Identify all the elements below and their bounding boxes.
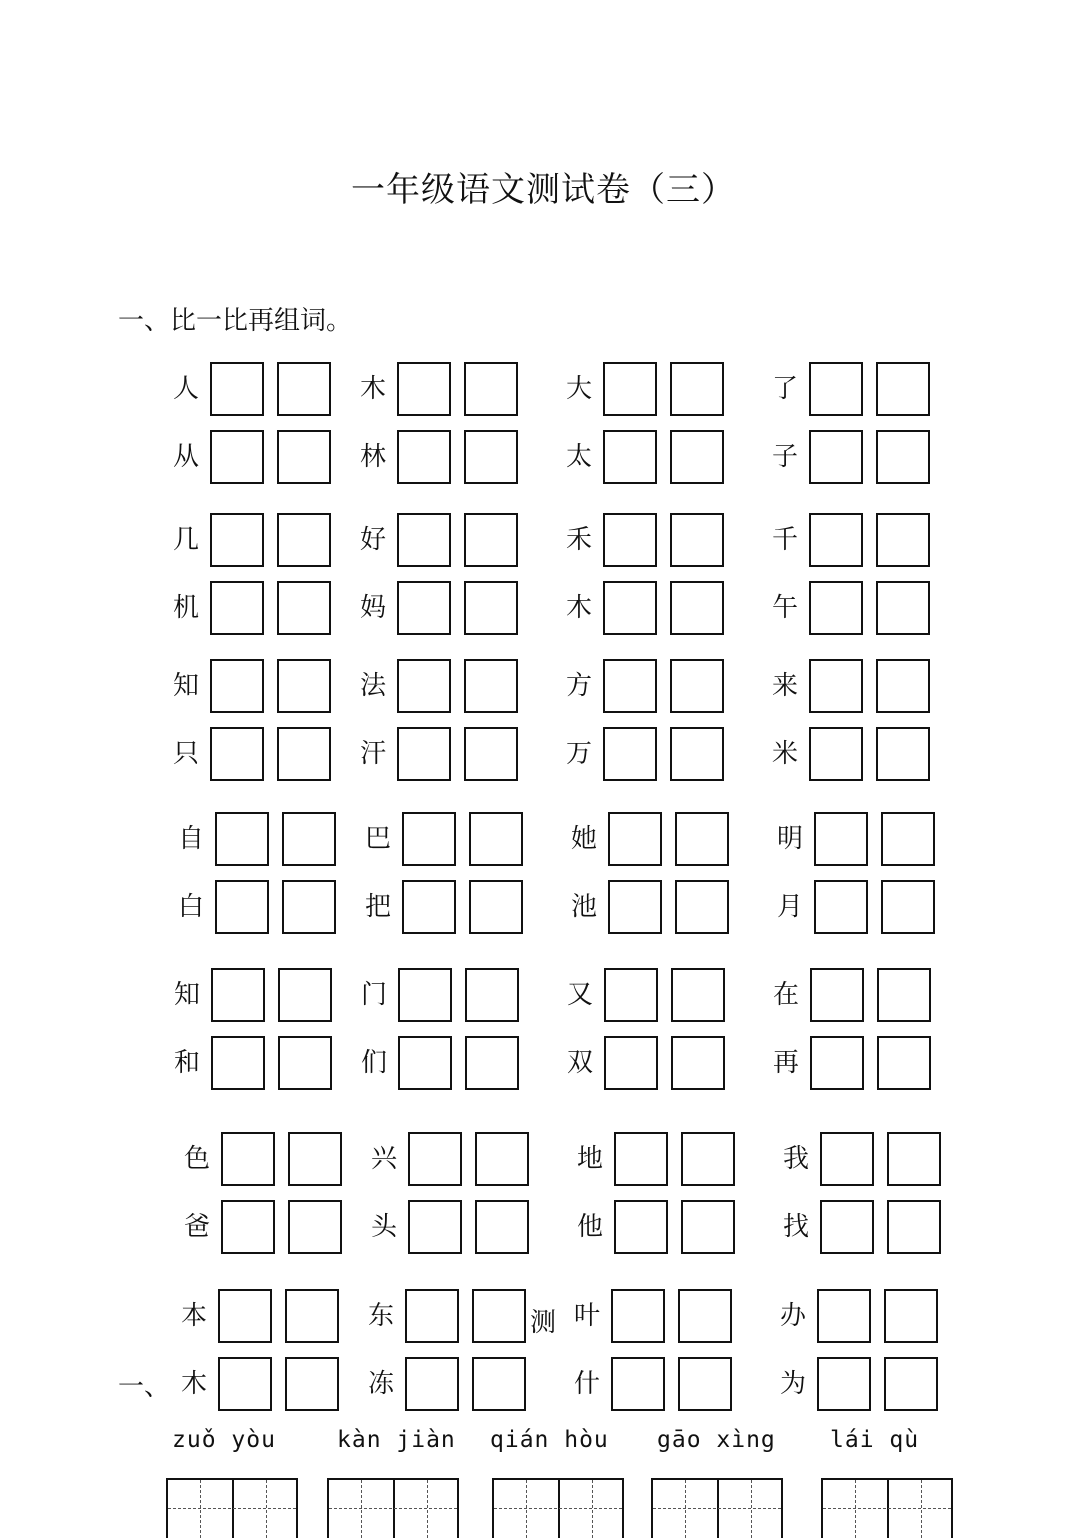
answer-box[interactable] — [210, 581, 264, 635]
answer-box[interactable] — [465, 968, 519, 1022]
answer-box[interactable] — [876, 430, 930, 484]
answer-box[interactable] — [603, 362, 657, 416]
compare-character: 东 — [367, 1301, 394, 1331]
compare-character: 木 — [180, 1369, 207, 1399]
pinyin-left-right: zuǒ yòu — [172, 1427, 276, 1453]
answer-box[interactable] — [464, 430, 518, 484]
answer-box[interactable] — [611, 1357, 665, 1411]
page-title: 一年级语文测试卷（三） — [351, 170, 736, 210]
answer-box[interactable] — [820, 1132, 874, 1186]
compare-character: 太 — [565, 442, 592, 472]
compare-character: 知 — [172, 671, 199, 701]
answer-box[interactable] — [604, 1036, 658, 1090]
answer-box[interactable] — [397, 513, 451, 567]
compare-character: 自 — [177, 824, 204, 854]
answer-box[interactable] — [218, 1357, 272, 1411]
answer-box[interactable] — [876, 581, 930, 635]
answer-box[interactable] — [817, 1357, 871, 1411]
answer-box[interactable] — [464, 659, 518, 713]
answer-box[interactable] — [282, 812, 336, 866]
answer-box[interactable] — [465, 1036, 519, 1090]
compare-character: 万 — [565, 739, 592, 769]
compare-character: 本 — [180, 1301, 207, 1331]
answer-box[interactable] — [402, 812, 456, 866]
compare-character: 她 — [570, 824, 597, 854]
answer-box[interactable] — [408, 1200, 462, 1254]
answer-box[interactable] — [397, 727, 451, 781]
answer-box[interactable] — [876, 513, 930, 567]
pinyin-come-go: lái qù — [830, 1427, 920, 1453]
answer-box[interactable] — [397, 659, 451, 713]
answer-box[interactable] — [681, 1200, 735, 1254]
answer-box[interactable] — [603, 513, 657, 567]
answer-box[interactable] — [288, 1132, 342, 1186]
answer-box[interactable] — [671, 1036, 725, 1090]
answer-box[interactable] — [884, 1289, 938, 1343]
answer-box[interactable] — [210, 430, 264, 484]
answer-box[interactable] — [218, 1289, 272, 1343]
answer-box[interactable] — [670, 430, 724, 484]
compare-character: 办 — [779, 1301, 806, 1331]
compare-character: 方 — [565, 671, 592, 701]
answer-box[interactable] — [472, 1357, 526, 1411]
compare-character: 木 — [565, 593, 592, 623]
answer-box[interactable] — [464, 727, 518, 781]
compare-character: 门 — [360, 980, 387, 1010]
answer-box[interactable] — [881, 812, 935, 866]
compare-character: 林 — [359, 442, 386, 472]
pinyin-see: kàn jiàn — [337, 1427, 456, 1453]
writing-grid[interactable] — [492, 1478, 624, 1538]
answer-box[interactable] — [670, 659, 724, 713]
answer-box[interactable] — [603, 430, 657, 484]
answer-box[interactable] — [277, 513, 331, 567]
answer-box[interactable] — [809, 581, 863, 635]
compare-character: 禾 — [565, 525, 592, 555]
answer-box[interactable] — [288, 1200, 342, 1254]
compare-character: 池 — [570, 892, 597, 922]
answer-box[interactable] — [608, 812, 662, 866]
answer-box[interactable] — [887, 1200, 941, 1254]
compare-character: 再 — [772, 1048, 799, 1078]
answer-box[interactable] — [671, 968, 725, 1022]
compare-character: 为 — [779, 1369, 806, 1399]
compare-character: 白 — [177, 892, 204, 922]
answer-box[interactable] — [397, 581, 451, 635]
answer-box[interactable] — [210, 727, 264, 781]
compare-character: 千 — [771, 525, 798, 555]
answer-box[interactable] — [210, 659, 264, 713]
answer-box[interactable] — [221, 1132, 275, 1186]
compare-character: 们 — [360, 1048, 387, 1078]
compare-character: 冻 — [367, 1369, 394, 1399]
compare-character: 汗 — [359, 739, 386, 769]
answer-box[interactable] — [277, 581, 331, 635]
answer-box[interactable] — [604, 968, 658, 1022]
compare-character: 把 — [364, 892, 391, 922]
compare-character: 午 — [771, 593, 798, 623]
answer-box[interactable] — [809, 362, 863, 416]
answer-box[interactable] — [464, 362, 518, 416]
compare-character: 明 — [776, 824, 803, 854]
answer-box[interactable] — [278, 1036, 332, 1090]
compare-character: 几 — [172, 525, 199, 555]
compare-character: 找 — [782, 1212, 809, 1242]
writing-grid[interactable] — [651, 1478, 783, 1538]
answer-box[interactable] — [603, 659, 657, 713]
answer-box[interactable] — [603, 727, 657, 781]
compare-character: 头 — [370, 1212, 397, 1242]
answer-box[interactable] — [398, 1036, 452, 1090]
answer-box[interactable] — [670, 581, 724, 635]
writing-grid[interactable] — [327, 1478, 459, 1538]
compare-character: 妈 — [359, 593, 386, 623]
answer-box[interactable] — [887, 1132, 941, 1186]
writing-grid[interactable] — [166, 1478, 298, 1538]
answer-box[interactable] — [472, 1289, 526, 1343]
answer-box[interactable] — [405, 1357, 459, 1411]
answer-box[interactable] — [670, 513, 724, 567]
answer-box[interactable] — [614, 1200, 668, 1254]
answer-box[interactable] — [884, 1357, 938, 1411]
answer-box[interactable] — [670, 362, 724, 416]
section-heading-compare: 一、比一比再组词。 — [118, 306, 353, 336]
compare-character: 法 — [359, 671, 386, 701]
answer-box[interactable] — [215, 812, 269, 866]
compare-character: 兴 — [370, 1144, 397, 1174]
writing-grid[interactable] — [821, 1478, 953, 1538]
answer-box[interactable] — [464, 581, 518, 635]
compare-character: 在 — [772, 980, 799, 1010]
answer-box[interactable] — [408, 1132, 462, 1186]
answer-box[interactable] — [210, 513, 264, 567]
answer-box[interactable] — [402, 880, 456, 934]
compare-character: 爸 — [183, 1212, 210, 1242]
compare-character: 月 — [776, 892, 803, 922]
answer-box[interactable] — [675, 812, 729, 866]
answer-box[interactable] — [398, 968, 452, 1022]
answer-box[interactable] — [475, 1200, 529, 1254]
answer-box[interactable] — [211, 968, 265, 1022]
compare-character: 巴 — [364, 824, 391, 854]
answer-box[interactable] — [405, 1289, 459, 1343]
answer-box[interactable] — [881, 880, 935, 934]
compare-character: 好 — [359, 525, 386, 555]
answer-box[interactable] — [810, 968, 864, 1022]
answer-box[interactable] — [285, 1357, 339, 1411]
compare-character: 了 — [771, 374, 798, 404]
answer-box[interactable] — [810, 1036, 864, 1090]
answer-box[interactable] — [876, 362, 930, 416]
answer-box[interactable] — [397, 430, 451, 484]
compare-character: 我 — [782, 1144, 809, 1174]
compare-character: 来 — [771, 671, 798, 701]
answer-box[interactable] — [278, 968, 332, 1022]
answer-box[interactable] — [475, 1132, 529, 1186]
answer-box[interactable] — [876, 659, 930, 713]
answer-box[interactable] — [608, 880, 662, 934]
compare-character: 他 — [576, 1212, 603, 1242]
answer-box[interactable] — [221, 1200, 275, 1254]
compare-character: 子 — [771, 442, 798, 472]
overlapping-section-number: 一、 — [118, 1372, 171, 1402]
answer-box[interactable] — [277, 430, 331, 484]
answer-box[interactable] — [211, 1036, 265, 1090]
answer-box[interactable] — [282, 880, 336, 934]
answer-box[interactable] — [809, 513, 863, 567]
answer-box[interactable] — [210, 362, 264, 416]
pinyin-front-back: qián hòu — [490, 1427, 609, 1453]
answer-box[interactable] — [469, 880, 523, 934]
answer-box[interactable] — [611, 1289, 665, 1343]
compare-character: 知 — [173, 980, 200, 1010]
answer-box[interactable] — [877, 968, 931, 1022]
answer-box[interactable] — [809, 727, 863, 781]
answer-box[interactable] — [397, 362, 451, 416]
overlapping-section-text: 测 — [530, 1308, 557, 1338]
answer-box[interactable] — [469, 812, 523, 866]
answer-box[interactable] — [678, 1357, 732, 1411]
answer-box[interactable] — [675, 880, 729, 934]
compare-character: 只 — [172, 739, 199, 769]
compare-character: 叶 — [573, 1301, 600, 1331]
answer-box[interactable] — [603, 581, 657, 635]
compare-character: 和 — [173, 1048, 200, 1078]
answer-box[interactable] — [809, 659, 863, 713]
compare-character: 人 — [172, 374, 199, 404]
answer-box[interactable] — [814, 812, 868, 866]
answer-box[interactable] — [277, 362, 331, 416]
compare-character: 木 — [359, 374, 386, 404]
compare-character: 色 — [183, 1144, 210, 1174]
compare-character: 双 — [566, 1048, 593, 1078]
answer-box[interactable] — [215, 880, 269, 934]
compare-character: 地 — [576, 1144, 603, 1174]
answer-box[interactable] — [877, 1036, 931, 1090]
answer-box[interactable] — [820, 1200, 874, 1254]
answer-box[interactable] — [681, 1132, 735, 1186]
answer-box[interactable] — [814, 880, 868, 934]
compare-character: 机 — [172, 593, 199, 623]
answer-box[interactable] — [277, 659, 331, 713]
answer-box[interactable] — [614, 1132, 668, 1186]
answer-box[interactable] — [285, 1289, 339, 1343]
answer-box[interactable] — [678, 1289, 732, 1343]
answer-box[interactable] — [817, 1289, 871, 1343]
pinyin-happy: gāo xìng — [657, 1427, 776, 1453]
compare-character: 大 — [565, 374, 592, 404]
answer-box[interactable] — [670, 727, 724, 781]
answer-box[interactable] — [464, 513, 518, 567]
compare-character: 从 — [172, 442, 199, 472]
answer-box[interactable] — [277, 727, 331, 781]
compare-character: 又 — [566, 980, 593, 1010]
compare-character: 什 — [573, 1369, 600, 1399]
answer-box[interactable] — [876, 727, 930, 781]
answer-box[interactable] — [809, 430, 863, 484]
compare-character: 米 — [771, 739, 798, 769]
